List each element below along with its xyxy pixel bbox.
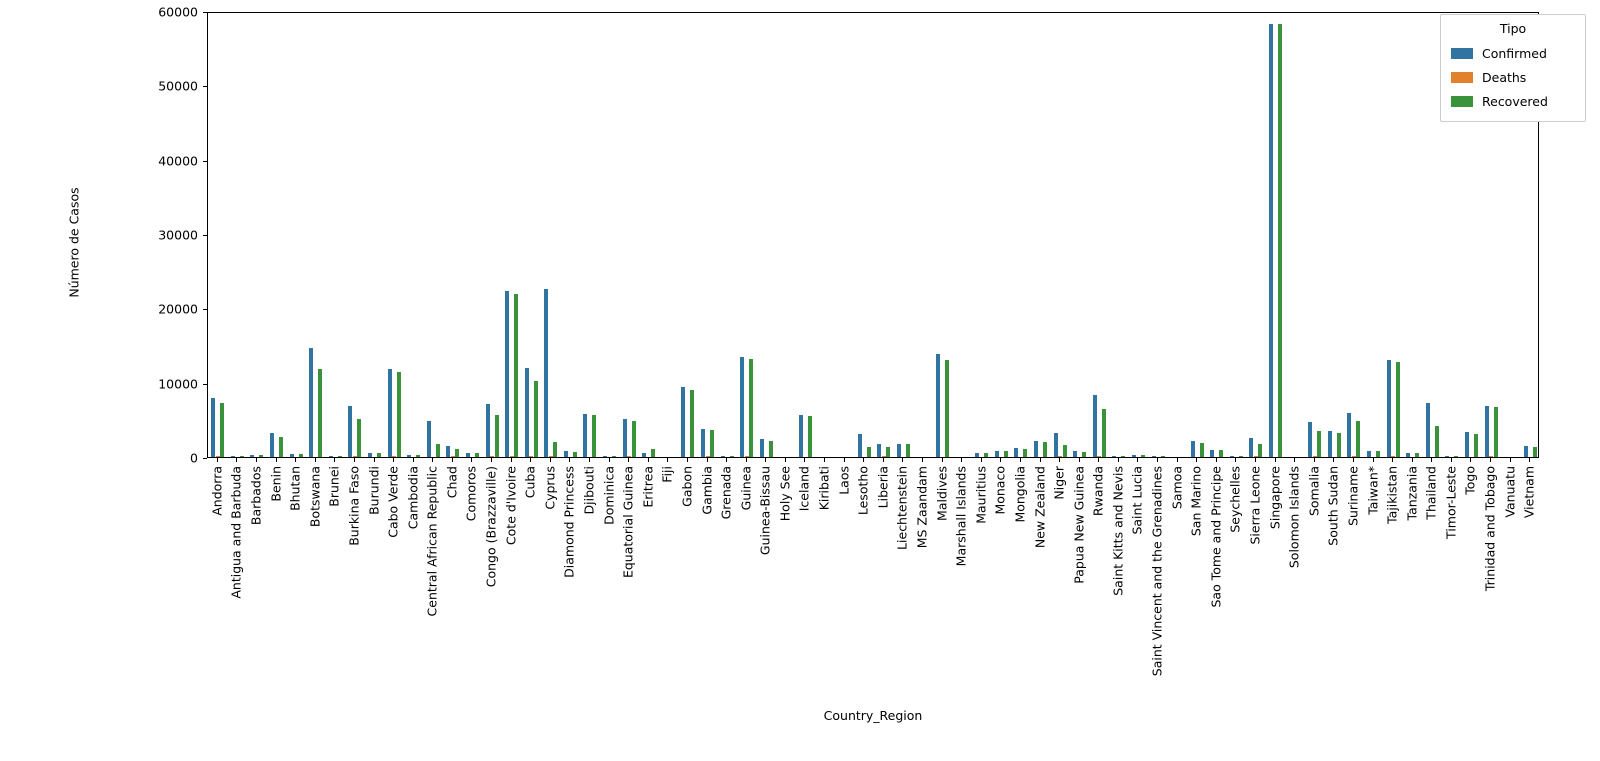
- legend-swatch: [1451, 96, 1473, 107]
- x-tick-label: Benin: [268, 466, 284, 502]
- x-tick-label: Guinea: [738, 466, 754, 511]
- x-tick-label: Comoros: [463, 466, 479, 522]
- x-tick-label: Eritrea: [640, 466, 656, 508]
- x-tick-label: Holy See: [777, 466, 793, 522]
- x-tick-label: Suriname: [1345, 466, 1361, 526]
- x-tick-label: Maldives: [934, 466, 950, 521]
- legend-label: Deaths: [1482, 69, 1527, 85]
- x-tick-label: Vanuatu: [1502, 466, 1518, 518]
- x-tick-label: Somalia: [1306, 466, 1322, 517]
- x-tick-label: Saint Lucia: [1129, 466, 1145, 535]
- legend-entries: [1451, 41, 1575, 113]
- legend-label: Confirmed: [1482, 45, 1547, 61]
- x-tick-label: Togo: [1462, 466, 1478, 495]
- x-tick-label: Cuba: [522, 466, 538, 499]
- x-tick-label: Samoa: [1169, 466, 1185, 510]
- y-axis-label: Número de Casos: [66, 187, 82, 298]
- x-tick-label: Taiwan*: [1365, 466, 1380, 515]
- x-tick-label: Lesotho: [855, 466, 871, 516]
- x-tick-label: Monaco: [992, 466, 1008, 515]
- x-tick-label: Botswana: [307, 466, 323, 528]
- x-tick-label: Sao Tome and Principe: [1208, 466, 1224, 608]
- x-axis-label: Country_Region: [823, 708, 923, 723]
- x-tick-label: Iceland: [796, 466, 812, 512]
- x-tick-label: Cote d'Ivoire: [503, 466, 519, 546]
- x-tick-label: Gambia: [699, 466, 714, 515]
- x-tick-label: Central African Republic: [424, 466, 440, 617]
- x-tick-label: Laos: [836, 466, 852, 495]
- x-tick-label: Chad: [444, 466, 460, 499]
- x-tick-label: Cabo Verde: [385, 466, 401, 538]
- y-tick-label: 0: [190, 450, 198, 466]
- x-tick-label: Mongolia: [1012, 466, 1028, 523]
- y-tick-label: 40000: [158, 153, 198, 169]
- x-tick-label: Thailand: [1423, 466, 1439, 520]
- legend-title: Tipo: [1499, 21, 1527, 36]
- x-tick-label: Saint Kitts and Nevis: [1110, 466, 1126, 596]
- y-tick-mark: [203, 458, 207, 459]
- x-tick-label: Brunei: [326, 466, 342, 507]
- x-tick-label: Bhutan: [287, 466, 303, 511]
- x-tick-label: Burkina Faso: [346, 466, 362, 546]
- x-tick-label: Liberia: [875, 466, 891, 509]
- x-tick-label: Grenada: [718, 466, 734, 520]
- x-tick-label: Niger: [1051, 466, 1067, 500]
- x-tick-label: Fiji: [659, 466, 675, 483]
- x-tick-label: Equatorial Guinea: [620, 466, 636, 579]
- y-tick-label: 10000: [158, 376, 198, 392]
- x-tick-label: Trinidad and Tobago: [1482, 466, 1498, 592]
- legend-item: [1451, 89, 1575, 113]
- x-tick-label: Papua New Guinea: [1071, 466, 1087, 584]
- x-tick-label: Tajikistan: [1384, 466, 1400, 524]
- x-tick-label: Cambodia: [405, 466, 421, 530]
- x-tick-label: Mauritius: [973, 466, 989, 524]
- y-tick-label: 50000: [158, 78, 198, 94]
- x-tick-label: Solomon Islands: [1286, 466, 1302, 569]
- x-tick-label: Diamond Princess: [561, 466, 577, 578]
- y-tick-label: 30000: [158, 227, 198, 243]
- x-tick-label: Burundi: [366, 466, 381, 515]
- x-tick-label: Guinea-Bissau: [757, 466, 773, 556]
- legend-swatch: [1451, 72, 1473, 83]
- x-tick-label: Barbados: [248, 466, 264, 526]
- legend-item: [1451, 41, 1575, 65]
- x-tick-label: Dominica: [601, 466, 617, 525]
- x-tick-label: Gabon: [679, 466, 695, 507]
- legend-label: Recovered: [1482, 93, 1548, 109]
- y-tick-label: 20000: [158, 301, 198, 317]
- x-tick-label: Saint Vincent and the Grenadines: [1149, 466, 1165, 677]
- x-tick-label: New Zealand: [1032, 466, 1047, 549]
- x-tick-label: Timor-Leste: [1443, 466, 1459, 539]
- x-tick-label: Cyprus: [542, 466, 558, 510]
- x-tick-label: Tanzania: [1404, 466, 1420, 521]
- x-tick-label: San Marino: [1188, 466, 1204, 537]
- x-tick-label: Congo (Brazzaville): [483, 466, 499, 588]
- x-tick-label: MS Zaandam: [914, 466, 930, 549]
- x-tick-label: Andorra: [209, 466, 225, 516]
- x-tick-label: Kiribati: [816, 466, 832, 511]
- x-tick-label: South Sudan: [1325, 466, 1341, 546]
- x-tick-label: Djibouti: [581, 466, 597, 515]
- legend-item: [1451, 65, 1575, 89]
- y-tick-label: 60000: [158, 4, 198, 20]
- legend-swatch: [1451, 48, 1473, 59]
- x-tick-label: Sierra Leone: [1247, 466, 1263, 545]
- x-tick-label: Marshall Islands: [953, 466, 969, 567]
- x-tick-label: Antigua and Barbuda: [228, 466, 244, 599]
- x-tick-label: Singapore: [1267, 466, 1283, 530]
- legend: [1440, 14, 1586, 122]
- x-tick-label: Seychelles: [1227, 466, 1243, 533]
- x-tick-label: Liechtenstein: [894, 466, 910, 550]
- x-tick-label: Rwanda: [1090, 466, 1106, 517]
- x-tick-label: Vietnam: [1521, 466, 1537, 519]
